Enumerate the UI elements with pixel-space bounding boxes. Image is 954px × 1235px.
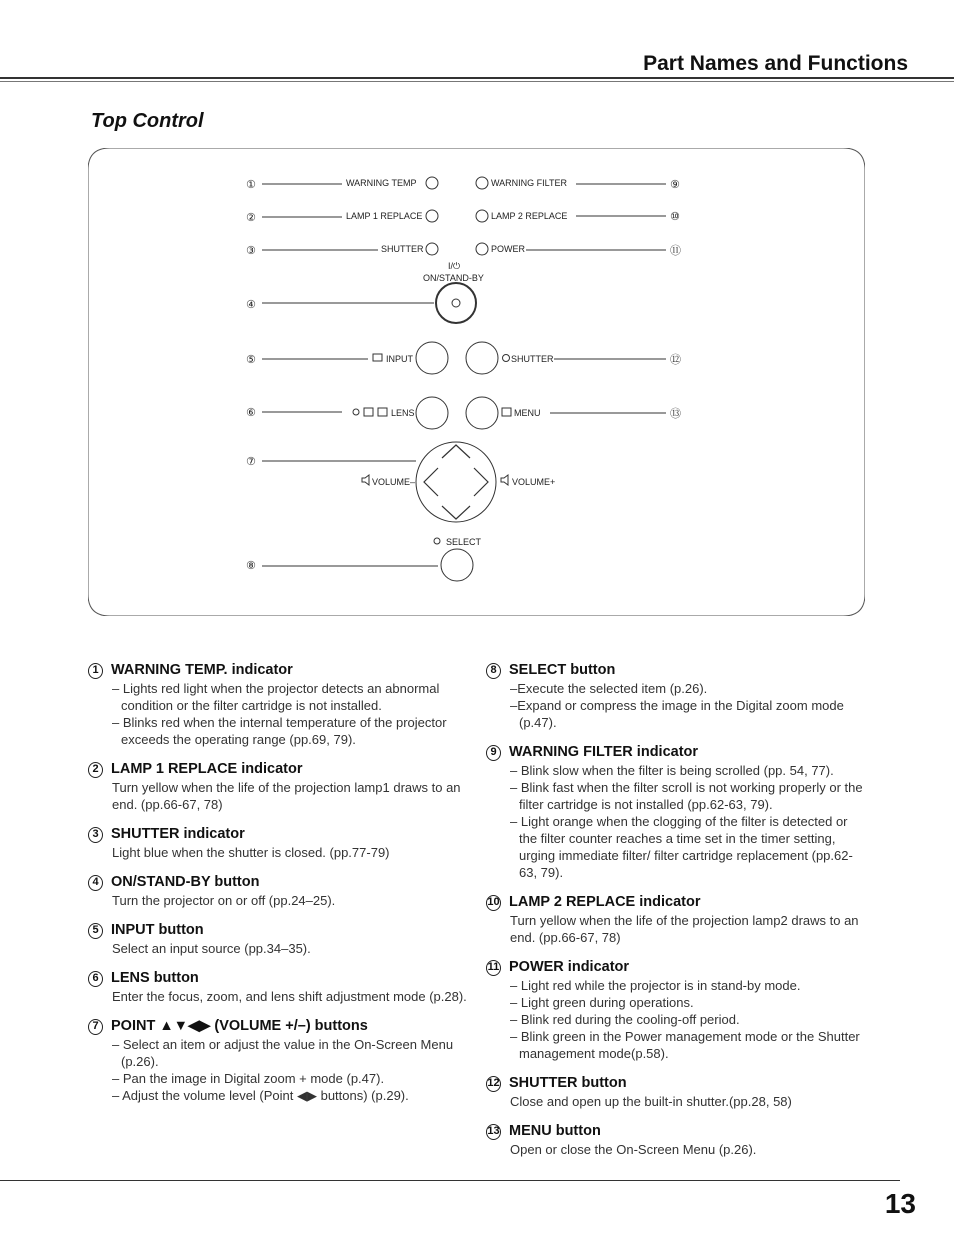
item-lamp2-replace xyxy=(486,894,866,946)
callout-10: ⑩ xyxy=(670,210,680,223)
label-lamp1: LAMP 1 REPLACE xyxy=(346,211,423,221)
item-line: –Expand or compress the image in the Digital zoom mode (p.47). xyxy=(510,698,844,730)
lens-button[interactable] xyxy=(416,397,448,429)
item-line: Turn yellow when the life of the projection lamp1 draws to an end. (pp.66-67, 78) xyxy=(112,780,461,812)
item-title: LAMP 1 REPLACE indicator xyxy=(111,761,303,777)
item-input xyxy=(88,922,473,957)
label-warning-filter: WARNING FILTER xyxy=(491,178,567,188)
label-select: SELECT xyxy=(446,537,482,547)
select-icon xyxy=(434,538,440,544)
lamp2-led xyxy=(476,210,488,222)
item-title: MENU button xyxy=(509,1123,601,1139)
section-title: Top Control xyxy=(91,110,204,132)
callout-6: ⑥ xyxy=(246,406,256,419)
item-line: Close and open up the built-in shutter.(pp.28, 58) xyxy=(510,1094,792,1109)
item-lamp1-replace xyxy=(88,761,473,813)
item-line: – Blink slow when the filter is being scrolled (pp. 54, 77). xyxy=(510,763,834,778)
input-button[interactable] xyxy=(416,342,448,374)
item-line: Enter the focus, zoom, and lens shift adjustment mode (p.28). xyxy=(112,989,467,1004)
label-onstandby: ON/STAND-BY xyxy=(423,273,484,283)
volume-minus-icon xyxy=(362,475,369,485)
item-number: 6 xyxy=(88,971,103,987)
item-warning-filter xyxy=(486,744,866,881)
item-number: 9 xyxy=(486,745,501,761)
menu-icon xyxy=(502,408,511,416)
menu-button[interactable] xyxy=(466,397,498,429)
item-number: 13 xyxy=(486,1124,501,1140)
description-column-left xyxy=(88,662,473,1117)
item-number: 4 xyxy=(88,875,103,891)
item-title: SHUTTER indicator xyxy=(111,826,245,842)
label-input: INPUT xyxy=(386,354,413,364)
item-line: Light blue when the shutter is closed. (pp.77-79) xyxy=(112,845,390,860)
item-number: 5 xyxy=(88,923,103,939)
item-title: LAMP 2 REPLACE indicator xyxy=(509,894,701,910)
item-number: 3 xyxy=(88,827,103,843)
input-icon xyxy=(373,354,382,361)
label-onstandby-symbol: I/⏻ xyxy=(448,261,461,271)
item-number: 1 xyxy=(88,663,103,679)
focus-icon xyxy=(353,409,359,415)
item-line: – Lights red light when the projector detects an abnormal condition or the filter cartridge is not installed. xyxy=(112,681,440,713)
callout-12: ⑫ xyxy=(670,353,681,366)
header-rule-thin xyxy=(0,81,954,82)
lens-shift-icon xyxy=(378,408,387,416)
item-line: – Light orange when the clogging of the filter is detected or the filter counter reaches a time set in the timer setting, urging immediate filter/ filter cartridge replacement (pp.62-63, 79). xyxy=(510,814,853,880)
item-number: 12 xyxy=(486,1076,501,1092)
label-menu: MENU xyxy=(514,408,541,418)
page-header-title: Part Names and Functions xyxy=(643,52,908,75)
item-title: POINT ▲▼◀▶ (VOLUME +/–) buttons xyxy=(111,1018,368,1034)
shutter-icon xyxy=(503,355,510,362)
item-title: SELECT button xyxy=(509,662,616,678)
callout-5: ⑤ xyxy=(246,353,256,366)
callout-7: ⑦ xyxy=(246,455,256,468)
label-volume-minus: VOLUME– xyxy=(372,477,416,487)
item-number: 10 xyxy=(486,895,501,911)
description-column-right xyxy=(486,662,866,1171)
shutter-button[interactable] xyxy=(466,342,498,374)
volume-plus-icon xyxy=(501,475,508,485)
item-title: POWER indicator xyxy=(509,959,630,975)
item-shutter-button xyxy=(486,1075,866,1110)
item-line: Open or close the On-Screen Menu (p.26). xyxy=(510,1142,757,1157)
select-button[interactable] xyxy=(441,549,473,581)
item-title: WARNING TEMP. indicator xyxy=(111,662,293,678)
shutter-led xyxy=(426,243,438,255)
item-shutter-indicator xyxy=(88,826,473,861)
item-line: Turn yellow when the life of the projection lamp2 draws to an end. (pp.66-67, 78) xyxy=(510,913,859,945)
item-title: LENS button xyxy=(111,970,199,986)
item-lens xyxy=(88,970,473,1005)
item-number: 7 xyxy=(88,1019,103,1035)
label-shutter-indicator: SHUTTER xyxy=(381,244,424,254)
onstandby-button[interactable] xyxy=(436,283,476,323)
item-title: SHUTTER button xyxy=(509,1075,627,1091)
callout-3: ③ xyxy=(246,244,256,257)
item-line: – Pan the image in Digital zoom + mode (p.47). xyxy=(112,1071,385,1086)
item-line: Turn the projector on or off (pp.24–25). xyxy=(112,893,336,908)
item-line: – Blink green in the Power management mode or the Shutter management mode(p.58). xyxy=(510,1029,860,1061)
header-rule xyxy=(0,77,954,79)
item-line: – Blinks red when the internal temperature of the projector exceeds the operating range (pp.69, 79). xyxy=(112,715,447,747)
item-number: 8 xyxy=(486,663,501,679)
label-lamp2: LAMP 2 REPLACE xyxy=(491,211,568,221)
top-control-diagram xyxy=(88,148,865,616)
callout-9: ⑨ xyxy=(670,178,680,191)
item-title: INPUT button xyxy=(111,922,204,938)
label-lens: LENS xyxy=(391,408,415,418)
item-line: Select an input source (pp.34–35). xyxy=(112,941,311,956)
callout-2: ② xyxy=(246,211,256,224)
warning-filter-led xyxy=(476,177,488,189)
warning-temp-led xyxy=(426,177,438,189)
label-power: POWER xyxy=(491,244,526,254)
item-select xyxy=(486,662,866,731)
lamp1-led xyxy=(426,210,438,222)
zoom-icon xyxy=(364,408,373,416)
item-onstandby xyxy=(88,874,473,909)
item-line: – Light red while the projector is in stand-by mode. xyxy=(510,978,801,993)
item-menu xyxy=(486,1123,866,1158)
label-volume-plus: VOLUME+ xyxy=(512,477,556,487)
item-line: – Adjust the volume level (Point ◀▶ buttons) (p.29). xyxy=(112,1088,409,1103)
item-point-volume xyxy=(88,1018,473,1104)
callout-1: ① xyxy=(246,178,256,191)
item-line: – Select an item or adjust the value in the On-Screen Menu (p.26). xyxy=(112,1037,454,1069)
callout-4: ④ xyxy=(246,298,256,311)
page-number: 13 xyxy=(884,1188,916,1219)
item-title: ON/STAND-BY button xyxy=(111,874,260,890)
callout-11: ⑪ xyxy=(670,244,681,257)
item-warning-temp xyxy=(88,662,473,748)
item-number: 2 xyxy=(88,762,103,778)
footer-rule xyxy=(0,1180,900,1181)
item-line: –Execute the selected item (p.26). xyxy=(510,681,708,696)
item-title: WARNING FILTER indicator xyxy=(509,744,699,760)
point-pad[interactable] xyxy=(416,442,496,522)
item-number: 11 xyxy=(486,960,501,976)
item-line: – Light green during operations. xyxy=(510,995,694,1010)
item-line: – Blink fast when the filter scroll is not working properly or the filter cartridge is not installed (pp.62-63, 79). xyxy=(510,780,863,812)
callout-8: ⑧ xyxy=(246,559,256,572)
item-power xyxy=(486,959,866,1062)
callout-13: ⑬ xyxy=(670,407,681,420)
power-led xyxy=(476,243,488,255)
label-shutter-button: SHUTTER xyxy=(511,354,554,364)
label-warning-temp: WARNING TEMP xyxy=(346,178,417,188)
item-line: – Blink red during the cooling-off period. xyxy=(510,1012,740,1027)
